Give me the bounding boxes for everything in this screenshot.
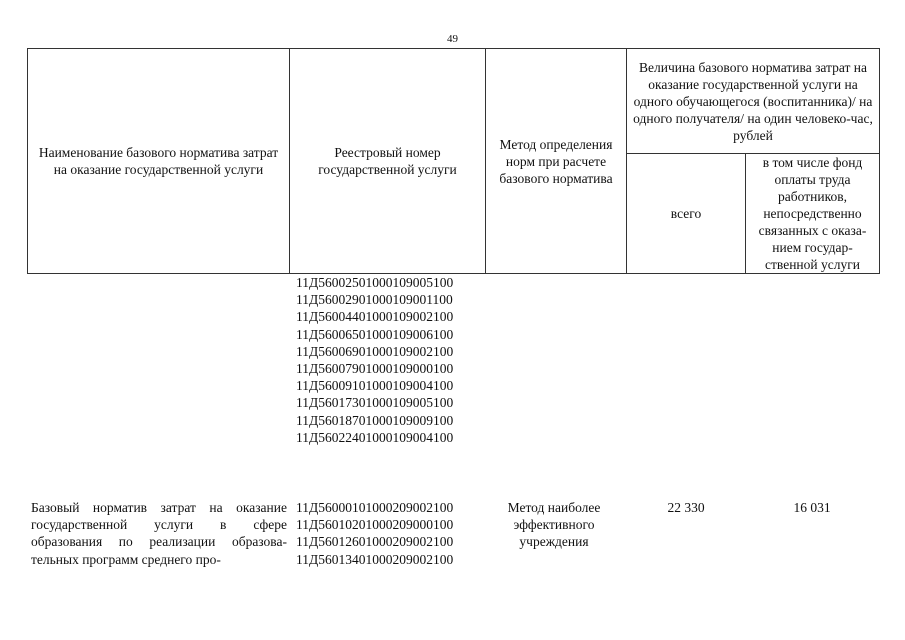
row2-total-value: 22 330 bbox=[667, 500, 705, 515]
registry-code: 11Д56017301000109005100 bbox=[296, 395, 454, 411]
header-value-cell bbox=[627, 49, 880, 154]
header-name-cell bbox=[28, 49, 290, 274]
header-method-text: Метод определения норм при расчете базового норматива bbox=[499, 136, 613, 186]
registry-code: 11Д56010201000209000100 bbox=[296, 517, 454, 533]
registry-code: 11Д56007901000109000100 bbox=[296, 361, 454, 377]
service-name-line: государственной услуги в сфере bbox=[31, 517, 287, 533]
registry-code: 11Д56012601000209002100 bbox=[296, 534, 454, 550]
service-name-line: образования по реализации образова- bbox=[31, 534, 287, 550]
row2-payroll-value: 16 031 bbox=[793, 500, 831, 515]
row2-service-name bbox=[31, 499, 287, 568]
service-name-line: тельных программ среднего про- bbox=[31, 551, 221, 567]
registry-code: 11Д56006901000109002100 bbox=[296, 343, 454, 359]
registry-code: 11Д56018701000109009100 bbox=[296, 412, 454, 428]
row1-registry-codes bbox=[296, 274, 453, 446]
header-total-cell bbox=[627, 154, 746, 274]
registry-code: 11Д56013401000209002100 bbox=[296, 551, 454, 567]
header-payroll-text: в том числе фонд оплаты труда работников, непосредственно связанных с оказа-нием государ-ственной услуги bbox=[758, 155, 867, 272]
header-method-cell bbox=[486, 49, 627, 274]
registry-code: 11Д56022401000109004100 bbox=[296, 429, 454, 445]
header-name-text: Наименование базового норматива затрат на оказание государственной услуги bbox=[38, 145, 279, 177]
registry-code: 11Д56002901000109001100 bbox=[296, 292, 453, 308]
registry-code: 11Д56002501000109005100 bbox=[296, 275, 454, 290]
header-registry-text: Реестровый номер государственной услуги bbox=[318, 145, 457, 177]
row2-method: Метод наиболее эффективного учреждения bbox=[507, 500, 601, 550]
header-registry-cell bbox=[290, 49, 486, 274]
header-total-text: всего bbox=[670, 206, 702, 221]
header-value-text: Величина базового норматива затрат на оказание государственной услуги на одного обучающегося (воспитанника)/ на одного получателя/ на один человеко-час, рублей bbox=[633, 59, 873, 143]
header-payroll-cell bbox=[746, 154, 880, 274]
registry-code: 11Д56006501000109006100 bbox=[296, 326, 454, 342]
registry-code: 11Д56000101000209002100 bbox=[296, 500, 454, 515]
header-table bbox=[27, 48, 880, 274]
registry-code: 11Д56004401000109002100 bbox=[296, 309, 454, 325]
service-name-line: Базовый норматив затрат на оказание bbox=[31, 500, 287, 515]
row2-registry-codes bbox=[296, 499, 453, 568]
page-number: 49 bbox=[447, 33, 458, 45]
registry-code: 11Д56009101000109004100 bbox=[296, 378, 454, 394]
